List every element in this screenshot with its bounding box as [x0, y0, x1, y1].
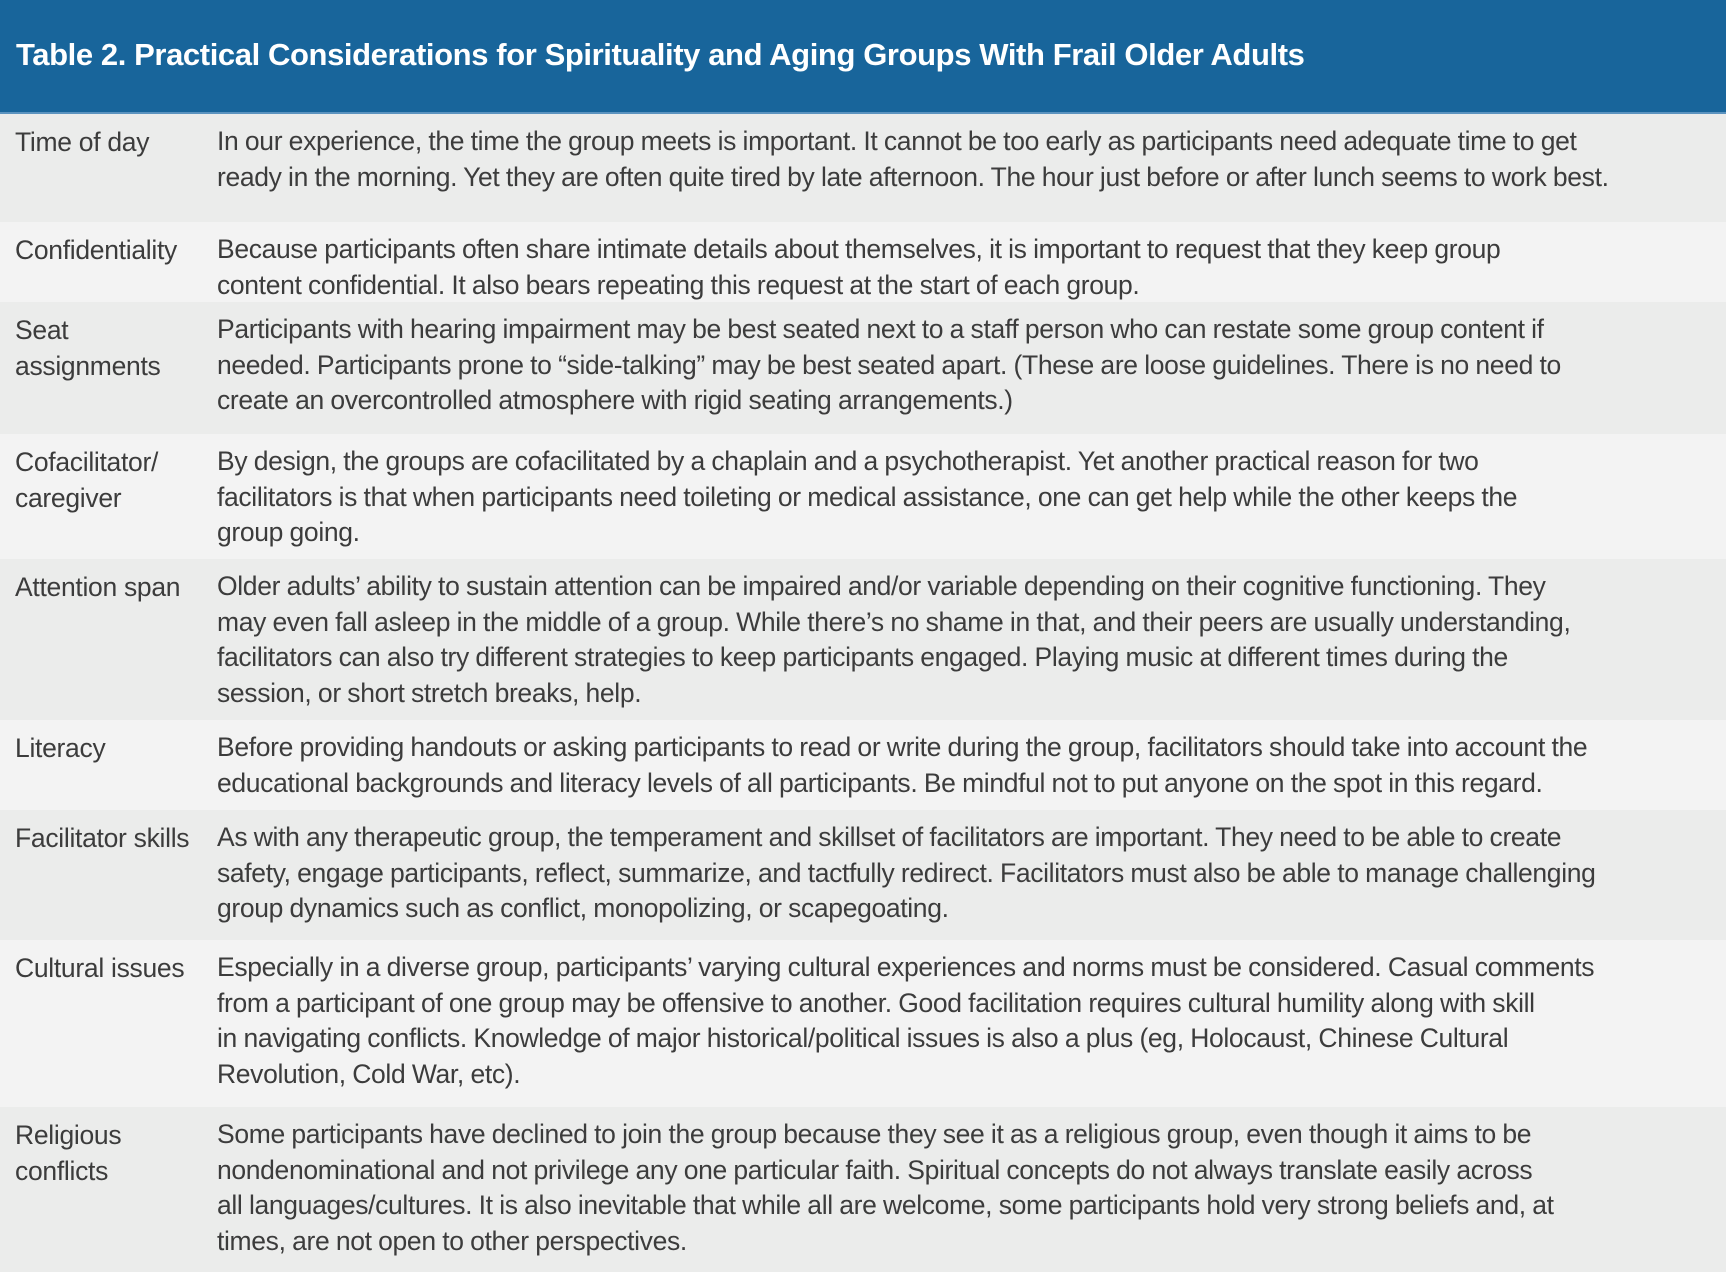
term-line: conflicts [15, 1156, 109, 1186]
row-term [0, 312, 217, 434]
row-term [0, 569, 217, 720]
term-line: Cultural issues [15, 953, 185, 983]
term-line: Time of day [15, 127, 150, 157]
description-line: group dynamics such as conflict, monopolizing, or scapegoating. [217, 893, 949, 924]
description-line: from a participant of one group may be offensive to another. Good facilitation requires cultural humility along with skill [217, 987, 1535, 1018]
term-line: caregiver [15, 483, 122, 513]
description-line: in navigating conflicts. Knowledge of major historical/political issues is also a plus (eg, Holocaust, Chinese Cultural [217, 1023, 1509, 1054]
term-line: Confidentiality [15, 235, 177, 265]
description-line: may even fall asleep in the middle of a group. While there’s no shame in that, and their peers are usually understanding, [217, 606, 1571, 637]
row-term [0, 232, 217, 302]
row-description [217, 950, 1726, 1107]
table-row-cofacilitator-caregiver [0, 434, 1726, 559]
table-row-religious-conflicts [0, 1107, 1726, 1272]
description-line: facilitators is that when participants need toileting or medical assistance, one can get help while the other keeps the [217, 481, 1518, 512]
row-description [217, 1117, 1726, 1272]
description-line: educational backgrounds and literacy levels of all participants. Be mindful not to put anyone on the spot in this regard. [217, 767, 1543, 798]
description-line: safety, engage participants, reflect, summarize, and tactfully redirect. Facilitators must also be able to manage challenging [217, 857, 1596, 888]
row-term [0, 730, 217, 810]
description-line: needed. Participants prone to “side-talking” may be best seated apart. (These are loose guidelines. There is no need to [217, 349, 1561, 380]
table-title-bar [0, 0, 1726, 114]
row-term [0, 444, 217, 559]
description-line: By design, the groups are cofacilitated by a chaplain and a psychotherapist. Yet another practical reason for two [217, 446, 1479, 476]
description-line: Before providing handouts or asking participants to read or write during the group, facilitators should take into account the [217, 732, 1588, 762]
row-description [217, 444, 1726, 559]
table-row-confidentiality [0, 222, 1726, 302]
table-row-facilitator-skills [0, 810, 1726, 940]
description-line: facilitators can also try different strategies to keep participants engaged. Playing music at different times during the [217, 642, 1508, 673]
row-description [217, 730, 1726, 810]
term-line: Religious [15, 1120, 122, 1150]
description-line: Because participants often share intimate details about themselves, it is important to request that they keep group [217, 234, 1501, 264]
row-term [0, 124, 217, 222]
row-description [217, 124, 1726, 222]
description-line: ready in the morning. Yet they are often quite tired by late afternoon. The hour just before or after lunch seems to work best. [217, 161, 1609, 192]
description-line: group going. [217, 517, 360, 548]
term-line: assignments [15, 351, 161, 381]
description-line: content confidential. It also bears repeating this request at the start of each group. [217, 269, 1140, 300]
description-line: Some participants have declined to join the group because they see it as a religious group, even though it aims to be [217, 1119, 1532, 1149]
term-line: Literacy [15, 733, 106, 763]
row-description [217, 569, 1726, 720]
term-line: Seat [15, 315, 69, 345]
description-line: Revolution, Cold War, etc). [217, 1059, 521, 1090]
table-row-time-of-day [0, 114, 1726, 222]
description-line: create an overcontrolled atmosphere with rigid seating arrangements.) [217, 385, 1013, 416]
row-term [0, 820, 217, 940]
table-title: Table 2. Practical Considerations for Spirituality and Aging Groups With Frail Older Adults [16, 37, 1305, 72]
row-description [217, 232, 1726, 302]
term-line: Facilitator skills [15, 823, 190, 853]
row-term [0, 1117, 217, 1272]
table-row-literacy [0, 720, 1726, 810]
row-description [217, 312, 1726, 434]
term-line: Cofacilitator/ [15, 447, 159, 477]
description-line: Older adults’ ability to sustain attention can be impaired and/or variable depending on their cognitive functioning. They [217, 571, 1546, 601]
description-line: times, are not open to other perspectives. [217, 1226, 687, 1257]
description-line: As with any therapeutic group, the temperament and skillset of facilitators are important. They need to be able to create [217, 822, 1562, 852]
description-line: all languages/cultures. It is also inevitable that while all are welcome, some participants hold very strong beliefs and, at [217, 1190, 1554, 1221]
description-line: nondenominational and not privilege any one particular faith. Spiritual concepts do not always translate easily across [217, 1154, 1533, 1185]
table-row-cultural-issues [0, 940, 1726, 1107]
description-line: Participants with hearing impairment may be best seated next to a staff person who can restate some group content if [217, 314, 1544, 344]
table-row-attention-span [0, 559, 1726, 720]
table-row-seat-assignments [0, 302, 1726, 434]
term-line: Attention span [15, 572, 181, 602]
row-description [217, 820, 1726, 940]
description-line: Especially in a diverse group, participants’ varying cultural experiences and norms must be considered. Casual comments [217, 952, 1595, 982]
description-line: session, or short stretch breaks, help. [217, 678, 642, 709]
description-line: In our experience, the time the group meets is important. It cannot be too early as participants need adequate time to get [217, 126, 1577, 156]
row-term [0, 950, 217, 1107]
